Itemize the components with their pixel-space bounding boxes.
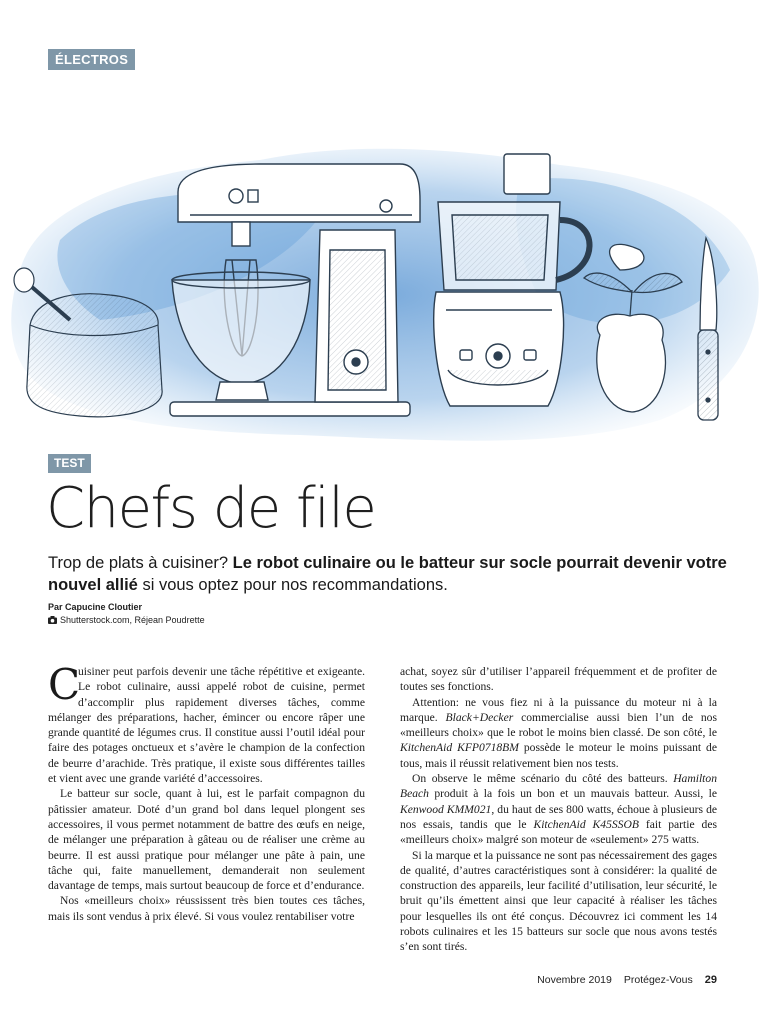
page-footer <box>537 974 717 986</box>
paragraph <box>48 660 365 786</box>
text-run: , du haut de ses 800 watts, échoue à plusieurs de nos essais, tandis que le <box>400 802 718 831</box>
paragraph: achat, soyez sûr d’utiliser l’appareil fréquemment et de profiter de toutes ses fonctions. <box>400 665 717 694</box>
paragraph <box>400 695 717 771</box>
paragraph <box>400 771 717 847</box>
text-run: On observe le même scénario du côté des batteurs. <box>412 772 674 786</box>
article-lede <box>48 552 728 596</box>
photo-credit <box>48 615 205 625</box>
lede-end: si vous optez pour nos recommandations. <box>137 576 448 594</box>
text-run: Attention: ne vous fiez ni à la puissance du moteur ni à la marque. <box>400 695 717 724</box>
camera-icon <box>48 616 57 624</box>
magazine-name: Protégez-Vous <box>623 974 693 986</box>
text-run: produit à la fois un bon et un mauvais batteur. Aussi, le <box>428 787 717 801</box>
lede-bold: Le robot culinaire ou le batteur sur socle pourrait devenir votre nouvel allié <box>48 554 727 594</box>
section-tag: ÉLECTROS <box>48 49 135 70</box>
paragraph: Le batteur sur socle, quant à lui, est le parfait compagnon du pâtissier amateur. Doté d’un grand bol dans lequel plongent ses accessoires, il vous permet notamment de battre des œufs en neige, de mélanger une préparation à gâteau ou de réaliser une crème au beurre. Il est aussi pratique pour mélanger une pâte à pain, une tâche qui, faite manuellement, demanderait non seulement davantage de temps, mais surtout beaucoup de force et d’endurance. <box>48 787 365 893</box>
article-tag: TEST <box>48 454 91 473</box>
paragraph: Si la marque et la puissance ne sont pas nécessairement des gages de qualité, d’autres caractéristiques sont à considérer: la qualité de construction des appareils, leur facilité d’utilisation, leur sécurité, le bruit qu’ils émettent ainsi que leur capacité à réaliser les tâches pour lesquelles ils ont été conçus. Découvrez ici comment les 14 robots culinaires et les 15 batteurs sur socle que nous avons testés s’en sont tirés. <box>400 848 717 954</box>
byline: Par Capucine Cloutier <box>48 602 143 612</box>
article-body <box>48 660 718 955</box>
column-left <box>48 660 365 955</box>
column-right <box>400 664 717 955</box>
model-name: Kenwood KMM021 <box>400 802 492 816</box>
paragraph-text: uisiner peut parfois devenir une tâche répétitive et exigeante. Le robot culinaire, aussi appelé robot de cuisine, permet d’accomplir plus rapidement diverses tâches, comme mélanger des préparations, hacher, émincer ou encore râper une grande quantité de légumes crus. Il constitue aussi l’outil idéal pour faire des potages onctueux et s’avère le champion de la confection de beurre d’arachide. Très pratique, il existe sous différentes tailles et vient avec une grande variété d’accessoires. <box>48 665 365 786</box>
text-run: possède le moteur le moins puissant de tous, mais il réussit relativement bien nos tests. <box>400 741 717 770</box>
page-number: 29 <box>704 974 717 986</box>
photo-credit-text: Shutterstock.com, Réjean Poudrette <box>60 615 205 625</box>
issue-date: Novembre 2019 <box>537 974 612 986</box>
brand-name: Black+Decker <box>445 710 514 724</box>
drop-cap: C <box>48 660 81 709</box>
lede-start: Trop de plats à cuisiner? <box>48 554 233 572</box>
text-run: fait partie des «meilleurs choix» malgré son moteur de «seulement» 275 watts. <box>400 817 717 847</box>
model-name: KitchenAid K45SSOB <box>533 817 639 831</box>
model-name: KitchenAid KFP0718BM <box>400 741 519 755</box>
page-title: Chefs de file <box>46 476 376 541</box>
brand-name: Hamilton Beach <box>400 772 717 801</box>
paragraph: Nos «meilleurs choix» réussissent très bien toutes ces tâches, mais ils sont vendus à prix élevé. Si vous voulez rentabiliser votre <box>48 894 365 923</box>
text-run: commercialise aussi bien l’un de nos «meilleurs choix» que le robot le moins bien classé. De son côté, le <box>400 710 717 740</box>
hero-illustration <box>0 120 765 460</box>
